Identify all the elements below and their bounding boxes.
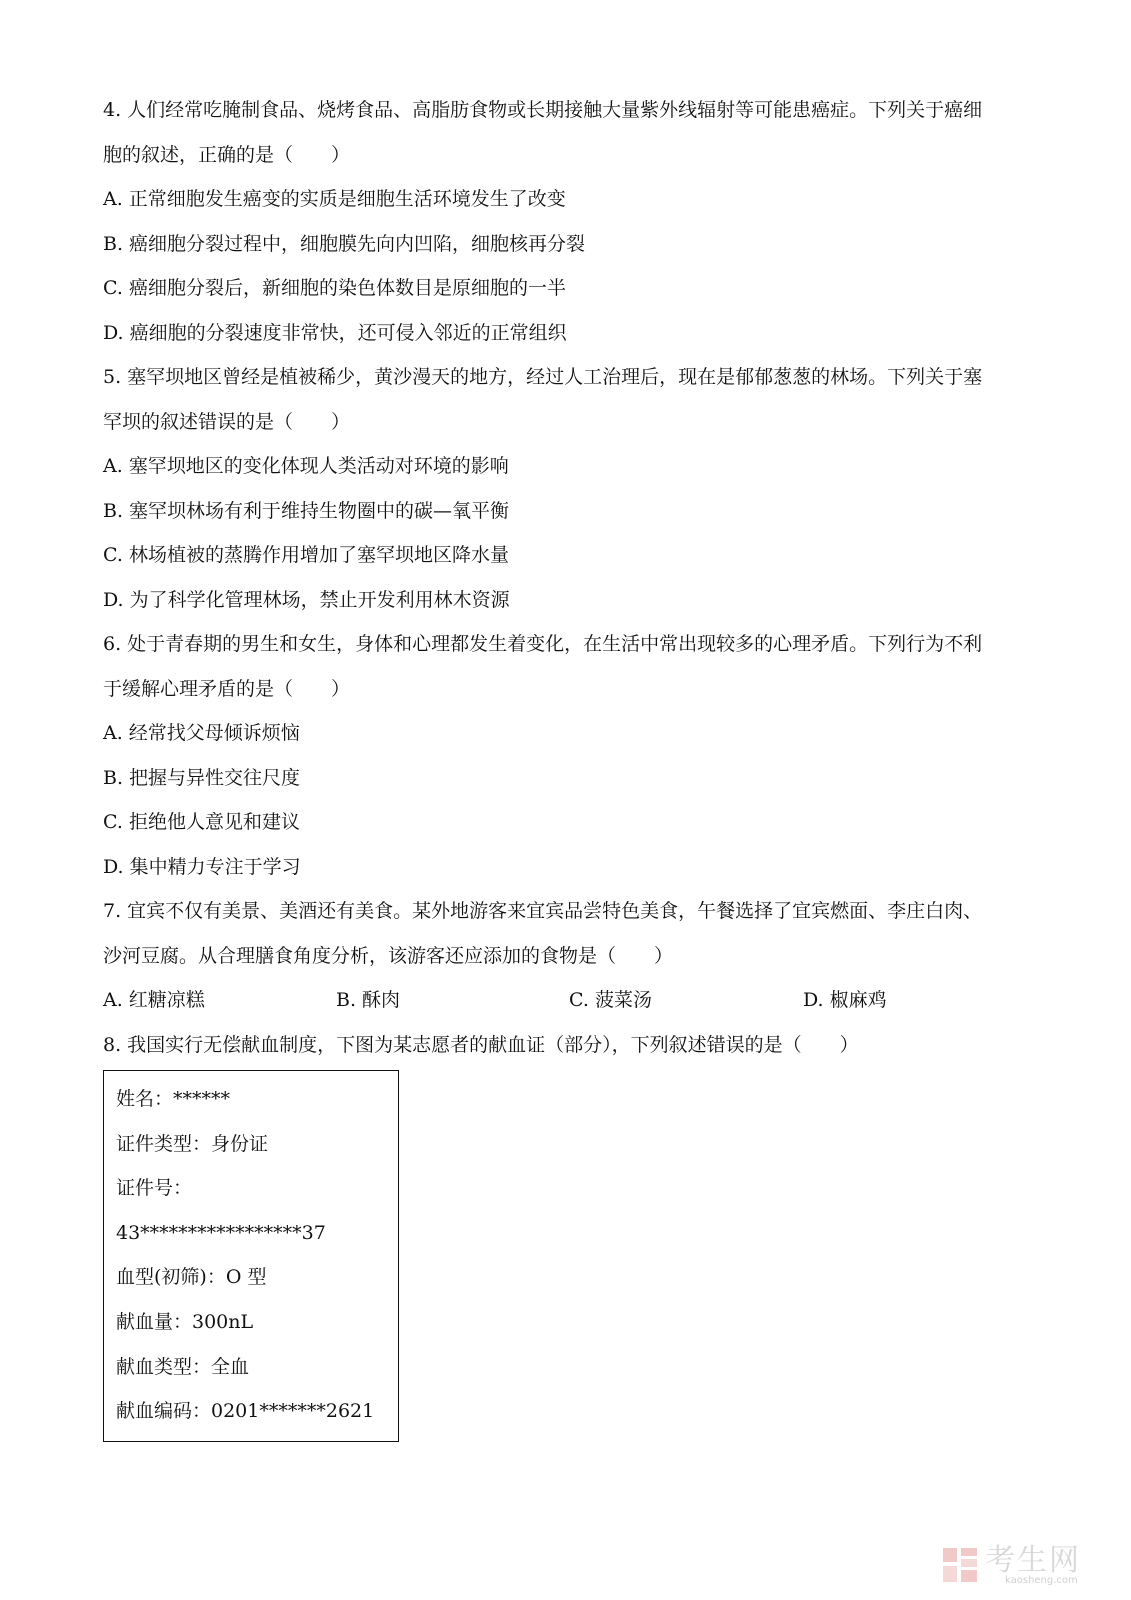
watermark-url: kaosheng.com	[1005, 1575, 1078, 1586]
question-5	[103, 355, 1043, 622]
option-c: C. 癌细胞分裂后，新细胞的染色体数目是原细胞的一半	[103, 277, 566, 299]
question-stem-line: 6. 处于青春期的男生和女生，身体和心理都发生着变化，在生活中常出现较多的心理矛盾。下列行为不利	[103, 633, 983, 655]
kaosheng-logo-icon	[941, 1546, 979, 1584]
option-d: D. 为了科学化管理林场，禁止开发利用林木资源	[103, 588, 510, 611]
question-7	[103, 889, 1043, 1023]
option-c: C. 林场植被的蒸腾作用增加了塞罕坝地区降水量	[103, 544, 509, 566]
watermark	[941, 1544, 1111, 1586]
question-8	[103, 1023, 1043, 1068]
question-stem-line: 4. 人们经常吃腌制食品、烧烤食品、高脂肪食物或长期接触大量紫外线辐射等可能患癌症。下列关于癌细	[103, 99, 983, 121]
option-b: B. 塞罕坝林场有利于维持生物圈中的碳—氧平衡	[103, 499, 510, 522]
option-b: B. 酥肉	[336, 989, 401, 1011]
question-stem-line: 8. 我国实行无偿献血制度，下图为某志愿者的献血证（部分），下列叙述错误的是（ ）	[103, 1033, 859, 1056]
question-stem-line: 胞的叙述，正确的是（ ）	[103, 143, 351, 166]
option-d: D. 癌细胞的分裂速度非常快，还可侵入邻近的正常组织	[103, 321, 567, 344]
exam-page	[103, 88, 1043, 1067]
donor-name: 姓名：******	[116, 1088, 231, 1110]
blood-donation-certificate	[103, 1070, 399, 1442]
option-b: B. 癌细胞分裂过程中，细胞膜先向内凹陷，细胞核再分裂	[103, 232, 586, 255]
option-a: A. 经常找父母倾诉烦恼	[103, 722, 300, 744]
id-type: 证件类型：身份证	[116, 1132, 269, 1155]
id-number: 43*****************37	[116, 1221, 326, 1244]
question-6	[103, 622, 1043, 889]
question-stem-line: 于缓解心理矛盾的是（ ）	[103, 677, 351, 700]
option-d: D. 集中精力专注于学习	[103, 855, 301, 878]
options-row	[103, 978, 1043, 1023]
watermark-name: 考生网	[985, 1543, 1081, 1578]
donation-code: 献血编码：0201*******2621	[116, 1400, 375, 1423]
option-c: C. 拒绝他人意见和建议	[103, 811, 300, 833]
question-4	[103, 88, 1043, 355]
option-c: C. 菠菜汤	[569, 989, 652, 1011]
option-b: B. 把握与异性交往尺度	[103, 766, 301, 789]
question-stem-line: 7. 宜宾不仅有美景、美酒还有美食。某外地游客来宜宾品尝特色美食，午餐选择了宜宾燃面、李庄白肉、	[103, 900, 983, 922]
donation-volume: 献血量：300nL	[116, 1310, 254, 1333]
blood-type: 血型(初筛)：O 型	[116, 1266, 267, 1289]
option-a: A. 红糖凉糕	[103, 989, 205, 1011]
donation-type: 献血类型：全血	[116, 1355, 250, 1378]
question-stem-line: 沙河豆腐。从合理膳食角度分析，该游客还应添加的食物是（ ）	[103, 944, 674, 967]
id-number-label: 证件号：	[116, 1177, 193, 1200]
question-stem-line: 罕坝的叙述错误的是（ ）	[103, 410, 351, 433]
question-stem-line: 5. 塞罕坝地区曾经是植被稀少，黄沙漫天的地方，经过人工治理后，现在是郁郁葱葱的林场。下列关于塞	[103, 366, 983, 388]
option-d: D. 椒麻鸡	[803, 989, 887, 1011]
option-a: A. 正常细胞发生癌变的实质是细胞生活环境发生了改变	[103, 188, 566, 210]
option-a: A. 塞罕坝地区的变化体现人类活动对环境的影响	[103, 455, 509, 477]
